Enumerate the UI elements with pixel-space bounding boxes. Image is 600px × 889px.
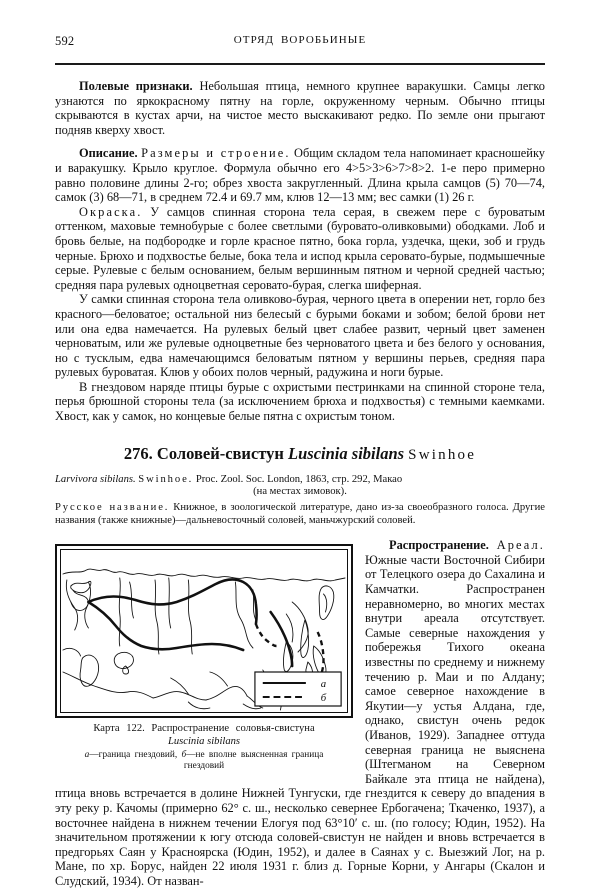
distribution-block (55, 538, 545, 888)
figure-map-122 (55, 544, 353, 772)
paragraph-description (55, 146, 545, 204)
svg-text:а: а (320, 678, 327, 691)
key-symbol-a: а (84, 750, 90, 761)
synonymy-locality-note: (на местах зимовок). (253, 486, 347, 498)
key-text-a: —граница гнездовий, (89, 750, 178, 761)
text-coloration-male: У самцов спинная сторона тела серая, в свежем пере с буроватым оттенком, маховые темнобурые с более светлыми (буровато-оливковыми) ободками. Лоб и бровь белые, на подбородке и горле красное пятно, бока горла, уздечка, щеки, зоб и грудь черные. Брюхо и подхвостье белые, бока тела и испод крыла серовато-бурые, подмышечные серые. Рулевые с белым основанием, белым вершинным пятном и черной средней частью; средняя пара рулевых одноцветная серовато-бурая, слегка шиферная. (55, 204, 545, 292)
paragraph-russian-name-note (55, 502, 545, 527)
key-symbol-b: б (181, 750, 187, 761)
text-distribution: Южные части Восточной Сибири от Телецкого озера до Сахалина и Камчатки. Распространен неравномерно, во многих местах внутри ареала отсутствует. Самые северные нахождения у побережья Тихого океана известны по среднему и нижнему течению р. Маи и по Алдану; самое северное нахождение в Якутии—у устья Алдана, где, однако, свистун очень редок (Иванов, 1929). Западнее оттуда северная граница не выяснена (Штегманом на Северном Байкале эта птица не найдена), птица вновь встречается в долине Нижней Тунгуски, где гнездится к северу до впадения в эту реку р. Качомы (примерно 62° с. ш., несколько севернее Ербогачена; Ткаченко, 1937), а восточнее найдена в нижнем течении Елогуя под 63°10′ с. ш. (по голосу; Юдин, 1952). На значительном протяжении к югу отсюда соловей-свистун не найден и вновь встречается в предгорьях Саян у Красноярска (Юдин, 1952), и далее в Саянах у с. Выезжий Лог, на р. Мане, по хр. Борус, найден 22 июля 1931 г. близ д. Горные Корни, у Ангары (Скалон и Слудский, 1934). От назван- (55, 552, 545, 888)
label-distribution: Распространение. (389, 538, 489, 553)
figure-key (55, 750, 353, 772)
page-number: 592 (55, 34, 75, 48)
sublabel-range: Ареал. (496, 538, 545, 553)
synonymy-reference: Proc. Zool. Soc. London, 1863, стр. 292, Макао (193, 473, 403, 485)
text-russian-name: Книжное, в зоологической литературе, дано из-за своеобразного голоса. Другие названия (также книжные)—дальневосточный соловей, маньчжурский соловей. (55, 502, 546, 526)
svg-text:б: б (320, 692, 327, 705)
text-description: Общим складом тела напоминает красношейку и варакушку. Крыло круглое. Формула обычно его 4>5>3>6>7>8>2. 1-е перо примерно равно половине длины 2-го; обрез хвоста закругленный. Длина крыла самцов (5) 70—74, самок (3) 68—71, в среднем 72.4 и 69.7 мм, клюв 12—13 мм; вес самки (1) 26 г. (55, 146, 545, 205)
paragraph-coloration-male (55, 205, 545, 293)
running-head (55, 34, 545, 60)
sublabel-coloration: Окраска. (79, 204, 143, 219)
header-rule (55, 63, 545, 65)
map-drawing (61, 550, 347, 712)
text-field-marks: Небольшая птица, немного крупнее варакушки. Самцы легко узнаются по яркокрасному пятну на горле, окруженному черным. Обычно птицы скрываются в кустах арчи, на чистое место выскакивают редко. По земле они прыгают подняв кверху хвост. (55, 79, 545, 137)
key-text-b: —не вполне выясненная граница (186, 750, 324, 761)
caption-scientific-name: Luscinia sibilans (167, 735, 241, 747)
figure-caption (55, 723, 353, 748)
running-head-title: ОТРЯД ВОРОБЬИНЫЕ (233, 34, 367, 46)
map-legend (255, 672, 341, 706)
synonymy-line (55, 474, 545, 486)
caption-number: 122. (126, 723, 145, 735)
key-text-b-cont: гнездовий (183, 761, 225, 772)
map-frame (55, 544, 353, 718)
paragraph-field-marks (55, 79, 545, 137)
species-russian-name: Соловей-свистун (156, 443, 284, 463)
species-heading (55, 444, 545, 465)
synonymy-scientific-name: Larvivora sibilans. (55, 473, 136, 485)
sublabel-size-structure: Размеры и строение. (141, 146, 291, 161)
sublabel-russian-name: Русское название. (55, 502, 170, 514)
species-scientific-name: Luscinia sibilans (288, 443, 405, 463)
paragraph-coloration-female: У самки спинная сторона тела оливково-бурая, черного цвета в оперении нет, горло без красного—беловатое; остальной низ белесый с бурыми боками и зобом; белой брови нет или она едва намечается. На рулевых белый цвет слабее развит, черный цвет заменен черноватым, или же рулевые одноцветные без черноватого цвета и без белого у основания, но с тусклым, едва намечающимся беловатым пятном у вершины перьев, средняя пара рулевых буроватая. Клюв у обоих полов черный, радужина и ноги бурые. (55, 292, 545, 380)
paragraph-coloration-juvenile: В гнездовом наряде птицы бурые с охристыми пестринками на спинной стороне тела, перья брюшной стороны тела (за исключением брюха и подхвостья) с темными каемками. Хвост, как у самок, но концевые белые пятна с охристым тоном. (55, 379, 545, 424)
caption-text: Распространение соловья-свистуна (151, 723, 315, 735)
map-canvas (60, 549, 348, 713)
label-description: Описание. (79, 146, 138, 161)
species-author: Swinhoe (408, 446, 477, 463)
caption-label: Карта (93, 723, 120, 735)
synonymy-author: Swinhoe. (138, 473, 194, 485)
species-number: 276. (123, 443, 153, 463)
label-field-marks: Полевые признаки. (79, 79, 193, 93)
